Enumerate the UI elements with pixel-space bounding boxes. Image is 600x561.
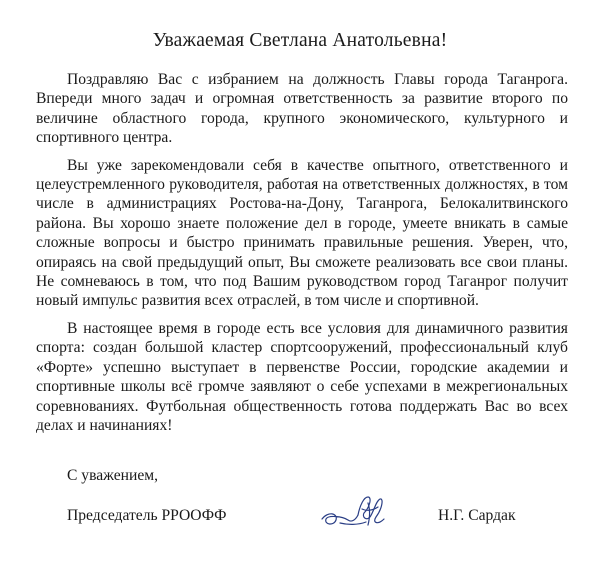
- letter-body: [36, 70, 568, 443]
- closing-phrase: С уважением,: [67, 467, 159, 484]
- handwritten-signature: [318, 489, 388, 531]
- signer-name: Н.Г. Сардак: [438, 507, 516, 524]
- letter-greeting: Уважаемая Светлана Анатольевна!: [152, 30, 448, 51]
- signer-title: Председатель РРООФФ: [67, 507, 227, 524]
- signature-block: [0, 507, 600, 537]
- paragraph-congratulation: Поздравляю Вас с избранием на должность Главы города Таганрога. Впереди много задач и огромная ответственность за развитие второго по величине областного города, крупного экономического, культурного и спортивного центра.: [36, 71, 568, 147]
- paragraph-experience: Вы уже зарекомендовали себя в качестве опытного, ответственного и целеустремленного руководителя, работая на ответственных должностях, в том числе в администрациях Ростова-на-Дону, Таганрога, Белокалитвинского района. Вы хорошо знаете положение дел в городе, умеете вникать в самые сложные вопросы и быстро принимать правильные решения. Уверен, что, опираясь на свой предыдущий опыт, Вы сможете реализовать все свои планы. Не сомневаюсь в том, что под Вашим руководством город Таганрог получит новый импульс развития всех отраслей, в том числе и спортивной.: [36, 156, 568, 310]
- paragraph-sport: В настоящее время в городе есть все условия для динамичного развития спорта: создан большой кластер спортсооружений, профессиональный клуб «Форте» успешно выступает в первенстве России, городские академии и спортивные школы всё громче заявляют о себе успехами в межрегиональных соревнованиях. Футбольная общественность готова поддержать Вас во всех делах и начинаниях!: [36, 319, 568, 434]
